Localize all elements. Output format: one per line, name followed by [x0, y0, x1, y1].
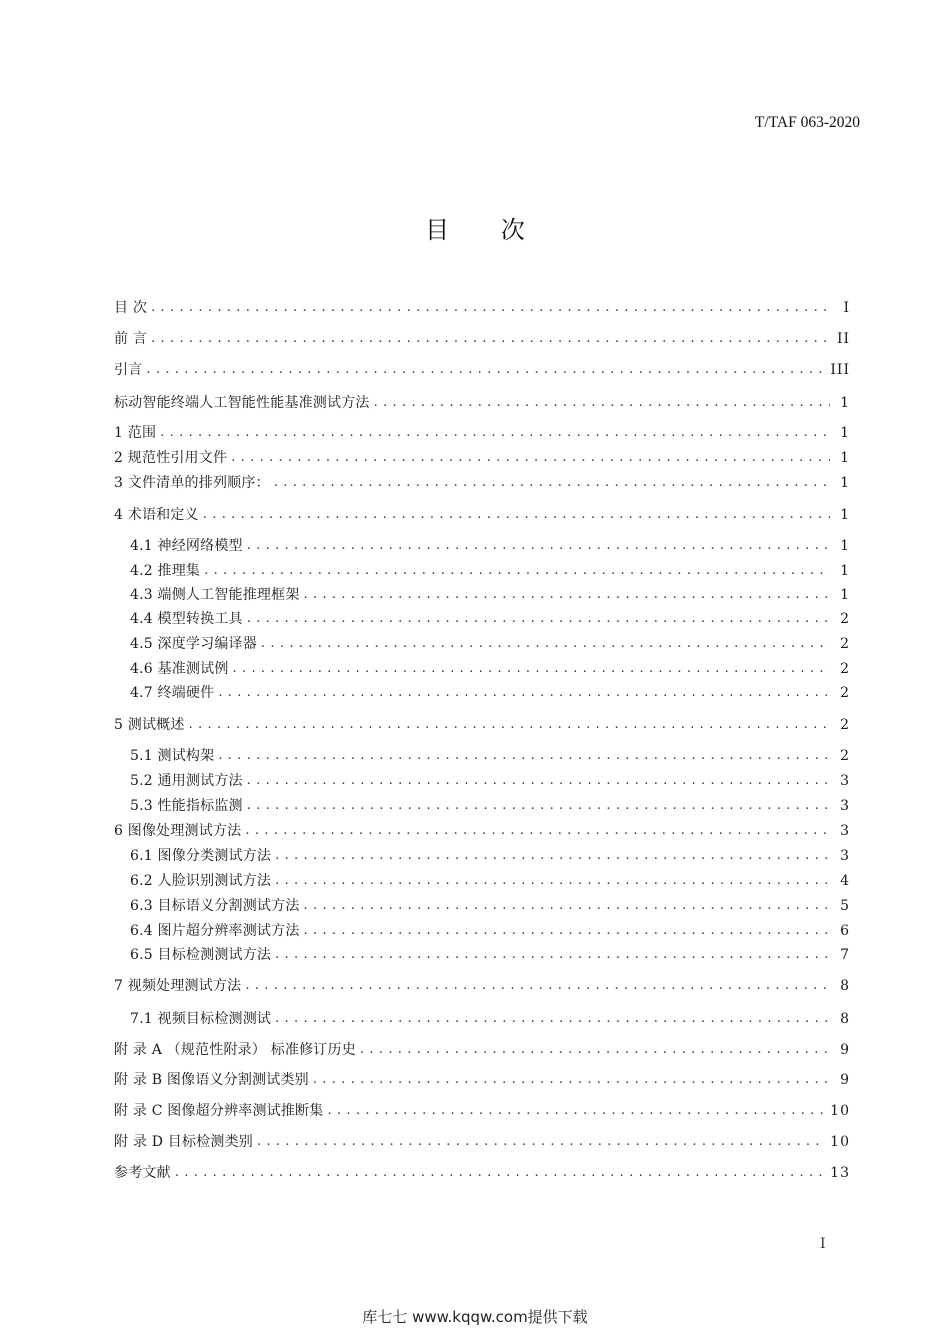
- dot-leader: [275, 1009, 830, 1029]
- toc-entry-section-6-3[interactable]: [114, 896, 850, 916]
- toc-entry-section-4-7[interactable]: [114, 683, 850, 703]
- toc-entry-page: 1: [840, 563, 850, 579]
- toc-entry-label: 5 测试概述: [114, 717, 185, 733]
- toc-entry-page: 6: [840, 923, 850, 939]
- toc-entry-page: II: [836, 331, 850, 347]
- toc-entry-page: 1: [840, 450, 850, 466]
- toc-entry-page: 1: [840, 538, 850, 554]
- dot-leader: [247, 771, 830, 791]
- toc-entry-page: 2: [840, 611, 850, 627]
- toc-entry-section-3[interactable]: [114, 473, 850, 493]
- toc-entry-appendix-c[interactable]: [114, 1101, 850, 1121]
- toc-entry-page: 4: [840, 873, 850, 889]
- toc-entry-label: 4.1 神经网络模型: [130, 538, 243, 554]
- toc-entry-section-4-3[interactable]: [114, 585, 850, 605]
- toc-entry-label: 6.2 人脸识别测试方法: [130, 873, 272, 889]
- toc-entry-page: 1: [840, 507, 850, 523]
- dot-leader: [304, 921, 830, 941]
- dot-leader: [151, 329, 830, 349]
- dot-leader: [374, 393, 830, 413]
- toc-entry-page: 1: [840, 587, 850, 603]
- toc-entry-appendix-b[interactable]: [114, 1070, 850, 1090]
- toc-entry-page: 1: [840, 395, 850, 411]
- toc-entry-section-5-3[interactable]: [114, 796, 850, 816]
- toc-entry-label: 1 范围: [114, 425, 157, 441]
- dot-leader: [360, 1040, 830, 1060]
- dot-leader: [231, 448, 830, 468]
- toc-entry-page: I: [843, 300, 850, 316]
- toc-entry-section-5-1[interactable]: [114, 746, 850, 766]
- toc-entry-section-4-6[interactable]: [114, 659, 850, 679]
- toc-entry-label: 引言: [114, 362, 143, 378]
- toc-entry-section-4-2[interactable]: [114, 561, 850, 581]
- toc-entry-page: 13: [830, 1165, 850, 1181]
- toc-entry-page: 1: [840, 475, 850, 491]
- toc-entry-section-6-1[interactable]: [114, 846, 850, 866]
- dot-leader: [175, 1163, 824, 1183]
- dot-leader: [245, 976, 830, 996]
- toc-entry-label: 5.3 性能指标监测: [130, 798, 243, 814]
- toc-entry-label: 7.1 视频目标检测测试: [130, 1011, 272, 1027]
- toc-entry-label: 5.2 通用测试方法: [130, 773, 243, 789]
- toc-entry-page: 7: [840, 947, 850, 963]
- toc-entry-section-6-2[interactable]: [114, 871, 850, 891]
- dot-leader: [203, 505, 830, 525]
- toc-entry-label: 4.5 深度学习编译器: [130, 636, 257, 652]
- toc-entry-page: 2: [840, 661, 850, 677]
- toc-entry-section-5[interactable]: [114, 715, 850, 735]
- toc-entry-label: 4.3 端侧人工智能推理框架: [130, 587, 300, 603]
- toc-entry-section-4-1[interactable]: [114, 536, 850, 556]
- dot-leader: [304, 896, 830, 916]
- toc-entry-label: 6.4 图片超分辨率测试方法: [130, 923, 300, 939]
- dot-leader: [327, 1101, 824, 1121]
- toc-entry-label: 4.4 模型转换工具: [130, 611, 243, 627]
- toc-entry-label: 4.2 推理集: [130, 563, 201, 579]
- toc-entry-contents[interactable]: [114, 298, 850, 318]
- toc-entry-label: 2 规范性引用文件: [114, 450, 228, 466]
- dot-leader: [218, 746, 830, 766]
- dot-leader: [247, 536, 830, 556]
- toc-entry-label: 4.7 终端硬件: [130, 685, 215, 701]
- toc-entry-label: 3 文件清单的排列顺序：: [114, 475, 270, 491]
- toc-entry-label: 6.5 目标检测测试方法: [130, 947, 272, 963]
- toc-entry-section-2[interactable]: [114, 448, 850, 468]
- dot-leader: [304, 585, 830, 605]
- toc-entry-label: 目 次: [114, 300, 148, 316]
- dot-leader: [218, 683, 830, 703]
- toc-entry-section-4-5[interactable]: [114, 634, 850, 654]
- dot-leader: [146, 360, 824, 380]
- toc-entry-appendix-d[interactable]: [114, 1132, 850, 1152]
- dot-leader: [247, 609, 830, 629]
- toc-entry-page: 2: [840, 717, 850, 733]
- toc-entry-foreword[interactable]: [114, 329, 850, 349]
- toc-entry-label: 附 录 B 图像语义分割测试类别: [114, 1072, 309, 1088]
- toc-entry-page: 1: [840, 425, 850, 441]
- dot-leader: [189, 715, 830, 735]
- dot-leader: [275, 871, 830, 891]
- toc-entry-appendix-a[interactable]: [114, 1040, 850, 1060]
- dot-leader: [233, 659, 830, 679]
- toc-entry-page: 2: [840, 748, 850, 764]
- toc-entry-page: 5: [840, 898, 850, 914]
- toc-entry-section-5-2[interactable]: [114, 771, 850, 791]
- dot-leader: [275, 945, 830, 965]
- dot-leader: [204, 561, 830, 581]
- toc-entry-label: 5.1 测试构架: [130, 748, 215, 764]
- toc-entry-label: 4.6 基准测试例: [130, 661, 229, 677]
- dot-leader: [275, 846, 830, 866]
- toc-entry-section-1[interactable]: [114, 423, 850, 443]
- toc-entry-label: 标动智能终端人工智能性能基准测试方法: [114, 395, 370, 411]
- toc-entry-label: 附 录 D 目标检测类别: [114, 1134, 253, 1150]
- toc-entry-page: 8: [840, 1011, 850, 1027]
- document-code: T/TAF 063-2020: [754, 114, 860, 131]
- toc-entry-label: 参考文献: [114, 1165, 171, 1181]
- toc-entry-page: 9: [840, 1042, 850, 1058]
- toc-entry-label: 6 图像处理测试方法: [114, 823, 242, 839]
- toc-entry-page: 3: [840, 823, 850, 839]
- dot-leader: [151, 298, 830, 318]
- toc-entry-references[interactable]: [114, 1163, 850, 1183]
- toc-entry-label: 附 录 A （规范性附录） 标准修订历史: [114, 1042, 356, 1058]
- dot-leader: [274, 473, 830, 493]
- toc-entry-label: 6.1 图像分类测试方法: [130, 848, 272, 864]
- toc-entry-page: 3: [840, 848, 850, 864]
- toc-entry-label: 6.3 目标语义分割测试方法: [130, 898, 300, 914]
- dot-leader: [160, 423, 830, 443]
- toc-entry-label: 前 言: [114, 331, 148, 347]
- download-watermark: 库七七 www.kqqw.com提供下载: [362, 1308, 588, 1326]
- toc-entry-section-7[interactable]: [114, 976, 850, 996]
- dot-leader: [247, 796, 830, 816]
- toc-entry-label: 附 录 C 图像超分辨率测试推断集: [114, 1103, 324, 1119]
- toc-entry-page: 8: [840, 978, 850, 994]
- toc-entry-page: 10: [830, 1134, 850, 1150]
- toc-entry-page: 9: [840, 1072, 850, 1088]
- toc-entry-label: 4 术语和定义: [114, 507, 199, 523]
- toc-entry-page: 3: [840, 773, 850, 789]
- toc-entry-section-6[interactable]: [114, 821, 850, 841]
- dot-leader: [257, 1132, 824, 1152]
- page-number: I: [820, 1236, 826, 1252]
- toc-entry-label: 7 视频处理测试方法: [114, 978, 242, 994]
- toc-entry-page: 2: [840, 685, 850, 701]
- toc-entry-page: 10: [830, 1103, 850, 1119]
- toc-entry-standard-title[interactable]: [114, 393, 850, 413]
- dot-leader: [313, 1070, 830, 1090]
- dot-leader: [261, 634, 830, 654]
- toc-entry-introduction[interactable]: [114, 360, 850, 380]
- toc-entry-section-7-1[interactable]: [114, 1009, 850, 1029]
- toc-entry-page: 3: [840, 798, 850, 814]
- dot-leader: [245, 821, 830, 841]
- toc-entry-section-6-5[interactable]: [114, 945, 850, 965]
- toc-entry-section-4[interactable]: [114, 505, 850, 525]
- toc-entry-section-4-4[interactable]: [114, 609, 850, 629]
- toc-entry-page: III: [830, 362, 850, 378]
- toc-entry-page: 2: [840, 636, 850, 652]
- page-title: 目 次: [425, 216, 547, 244]
- toc-entry-section-6-4[interactable]: [114, 921, 850, 941]
